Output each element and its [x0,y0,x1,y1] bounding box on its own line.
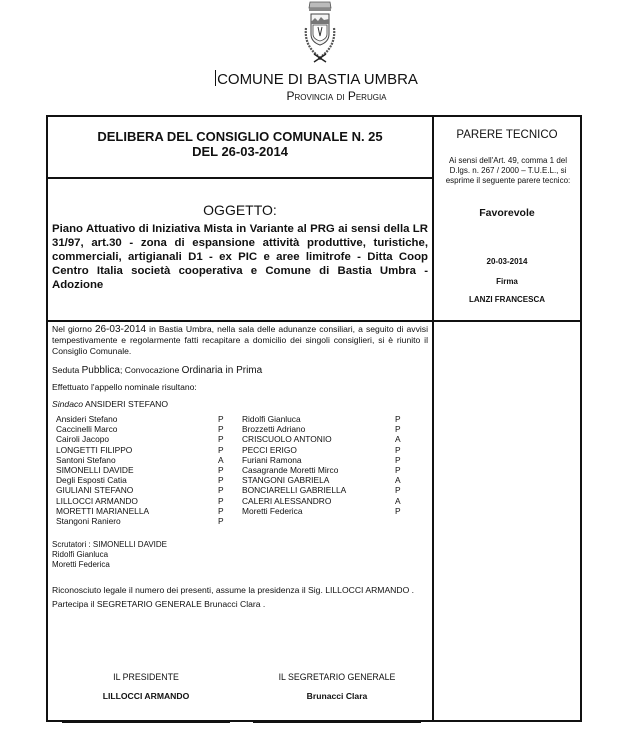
attendance-name: BONCIARELLI GABRIELLA [242,485,347,496]
signature-name: LILLOCCI ARMANDO [102,691,190,701]
attendance-status: P [218,485,224,496]
attendance-status: A [395,475,401,486]
attendance-status: P [218,475,224,486]
comune-name: COMUNE DI BASTIA UMBRA [217,71,418,88]
attendance-name: Brozzetti Adriano [242,424,306,435]
attendance-status: P [395,485,401,496]
attendance-status: P [395,505,401,516]
convocazione-value: Ordinaria in Prima [181,365,263,376]
attendance-table [52,414,428,532]
attendance-right-status [395,414,405,516]
attendance-status: P [218,464,224,475]
attendance-name: Degli Esposti Catia [56,475,127,486]
attendance-name: MORETTI MARIANELLA [56,505,150,516]
attendance-status: P [218,444,224,455]
scrutatore: Moretti Federica [52,560,110,569]
attendance-name: Cairoli Jacopo [56,434,110,445]
oggetto-label: OGGETTO: [203,202,277,218]
parere-firma-name: LANZI FRANCESCA [469,295,545,304]
appello-line: Effettuato l'appello nominale risultano: [52,382,197,392]
intro-paragraph [52,324,428,357]
attendance-status: A [395,495,401,506]
attendance-status: P [218,414,224,424]
delibera-date: DEL 26-03-2014 [192,144,288,159]
oggetto-text: Piano Attuativo di Iniziativa Mista in Variante al PRG ai sensi della LR 31/97, art.30 - zona di espansione attività produttive, turistiche, commerciali, artigianali D1 - ex PIC e aree limitrofe - Ditta Coop Centro Italia società cooperativa e Comune di Bastia Umbra - Adozione [52,223,428,291]
document-header [0,70,633,104]
signature-role: IL PRESIDENTE [113,672,179,682]
presidenza-paragraph: Riconosciuto legale il numero dei presenti, assume la presidenza il Sig. LILLOCCI ARMANDO . [52,585,415,595]
sindaco-line [52,399,428,410]
row-divider-body [48,320,580,322]
row-divider-title [48,177,432,179]
scrutatore: Ridolfi Gianluca [52,550,109,559]
parere-title: PARERE TECNICO [456,129,558,141]
signatures-block [48,662,432,722]
attendance-status: A [395,434,401,445]
signature-line [62,722,230,723]
sindaco-label: Sindaco [52,399,84,409]
signature-presidente [62,672,230,701]
scrutatore: Scrutatori : SIMONELLI DAVIDE [52,540,167,549]
attendance-left-names [56,414,216,526]
scrutatori-block [52,540,428,570]
text-cursor [215,70,216,86]
attendance-status: P [395,444,401,455]
delibera-table [46,115,582,722]
attendance-status: P [218,505,224,516]
attendance-status: P [218,424,224,435]
attendance-name: CALERI ALESSANDRO [242,495,332,506]
segretario-paragraph: Partecipa il SEGRETARIO GENERALE Brunacci Clara . [52,599,266,609]
attendance-name: Caccinelli Marco [56,424,118,435]
delibera-number: DELIBERA DEL CONSIGLIO COMUNALE N. 25 [97,129,383,144]
attendance-name: Ansideri Stefano [56,414,118,424]
parere-note: Ai sensi dell'Art. 49, comma 1 del D.lgs. n. 267 / 2000 – T.U.E.L., si esprime il seguente parere tecnico: [445,156,571,185]
attendance-status: P [395,424,401,435]
seduta-line [52,365,428,376]
delibera-title [48,129,432,159]
intro-post: in Bastia Umbra, nella sala delle adunanze consiliari, a seguito di avvisi tempestivamente e regolarmente fatti recapitare a domicilio dei singoli consiglieri, si è riunito il Consiglio Comunale. [52,324,429,356]
provincia-title: Provincia di Perugia [286,89,387,103]
attendance-name: Casagrande Moretti Mirco [242,464,339,475]
parere-value: Favorevole [479,207,535,219]
attendance-status: P [395,464,401,475]
convocazione-label: ; Convocazione [119,365,182,375]
attendance-left-status [218,414,228,526]
signature-line [253,722,421,723]
attendance-name: PECCI ERIGO [242,444,297,455]
parere-firma-label: Firma [496,277,518,286]
intro-pre: Nel giorno [52,324,95,334]
sindaco-name: ANSIDERI STEFANO [83,399,169,409]
coat-of-arms-icon [296,0,344,70]
parere-date: 20-03-2014 [486,257,528,266]
attendance-name: GIULIANI STEFANO [56,485,134,496]
attendance-status: P [395,414,401,424]
signature-name: Brunacci Clara [306,691,368,701]
attendance-status: P [395,454,401,465]
seduta-value: Pubblica [81,365,120,376]
verbale-body [52,324,428,610]
comune-title [0,70,633,89]
signature-role: IL SEGRETARIO GENERALE [278,672,396,682]
attendance-name: CRISCUOLO ANTONIO [242,434,332,445]
attendance-name: Furiani Ramona [242,454,302,465]
attendance-name: SIMONELLI DAVIDE [56,464,134,475]
attendance-name: Stangoni Raniero [56,515,121,526]
attendance-name: STANGONI GABRIELA [242,475,330,486]
seduta-label: Seduta [52,365,82,375]
attendance-name: LONGETTI FILIPPO [56,444,133,455]
attendance-name: Ridolfi Gianluca [242,414,301,424]
attendance-status: P [218,515,224,526]
attendance-status: P [218,495,224,506]
attendance-name: Santoni Stefano [56,454,116,465]
attendance-right-names [242,414,392,516]
intro-date: 26-03-2014 [94,324,147,335]
attendance-status: P [218,434,224,445]
signature-segretario [253,672,421,701]
attendance-name: Moretti Federica [242,505,303,516]
attendance-status: A [218,454,224,465]
attendance-name: LILLOCCI ARMANDO [56,495,138,506]
